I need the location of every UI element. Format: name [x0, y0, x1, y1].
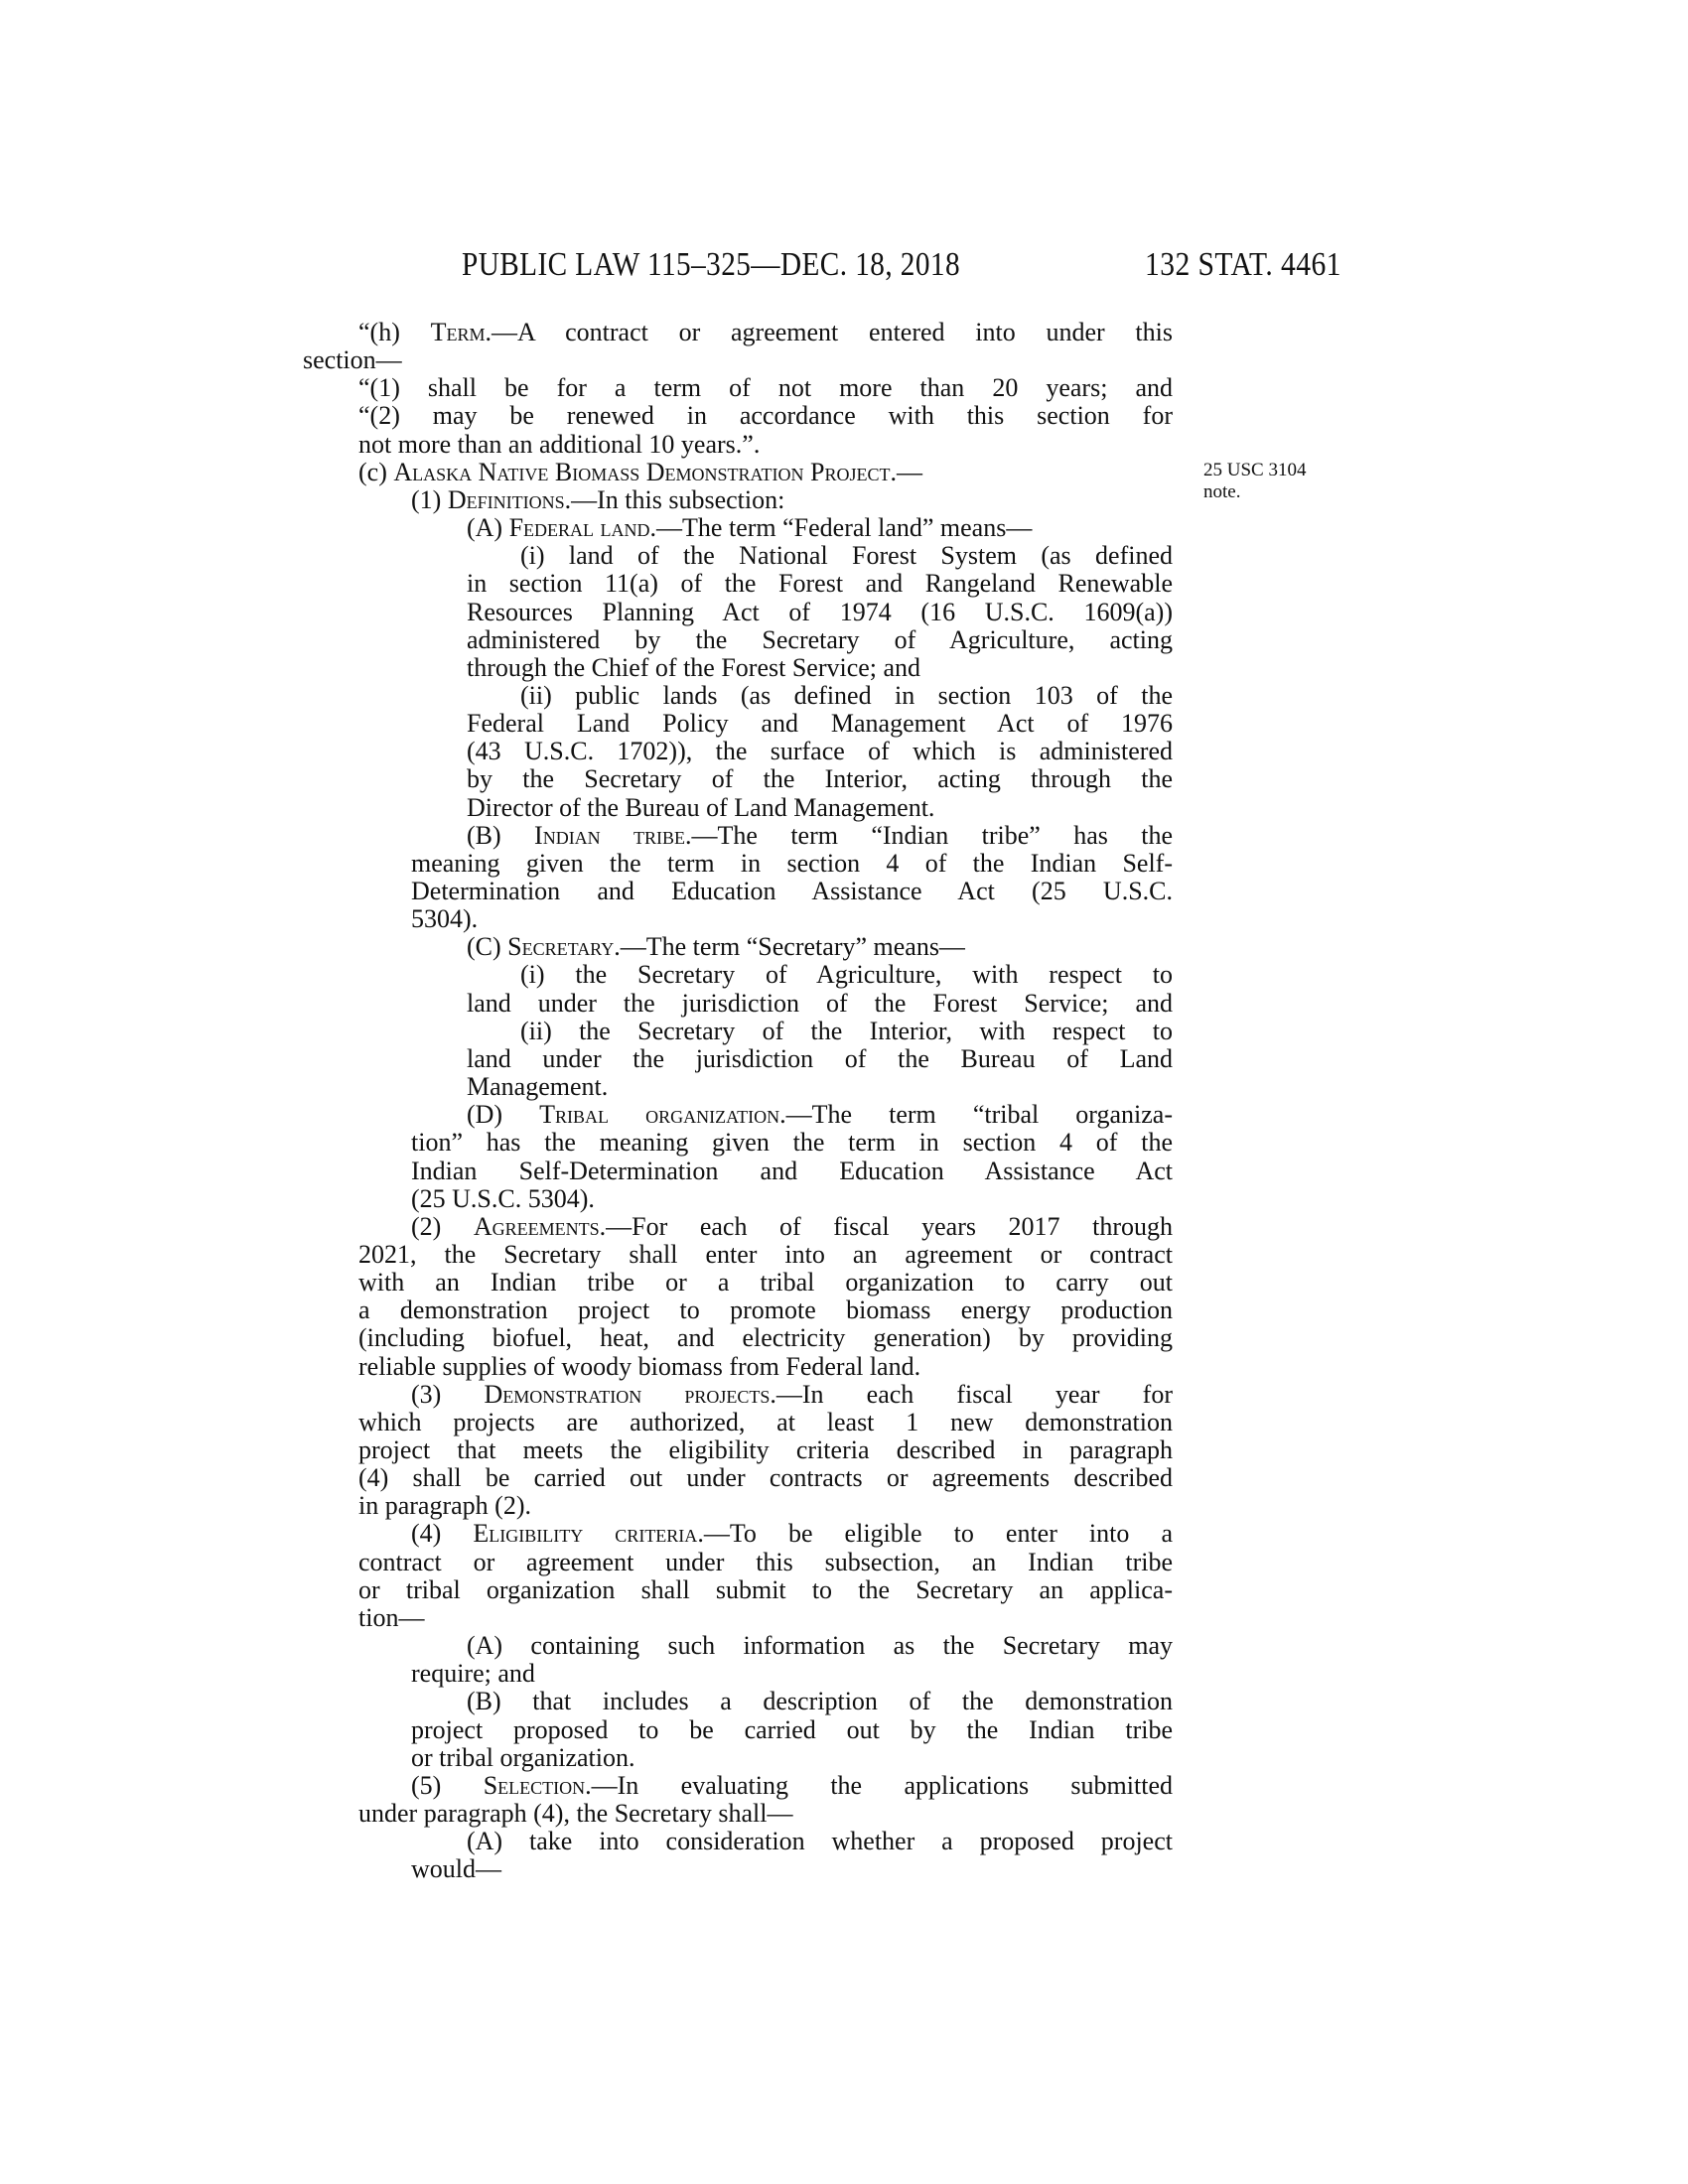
- margin-note: [1203, 460, 1306, 503]
- text-line: [411, 1185, 1173, 1213]
- text-line: [467, 626, 1173, 654]
- line-text: Determination and Education Assistance Act (25 U.S.C.: [411, 878, 1173, 905]
- line-text: project that meets the eligibility criteria described in paragraph: [358, 1436, 1173, 1464]
- text-line: [411, 1772, 1173, 1800]
- text-line: [467, 1828, 1173, 1855]
- line-text: with an Indian tribe or a tribal organization to carry out: [358, 1269, 1173, 1297]
- line-text: Resources Planning Act of 1974 (16 U.S.C. 1609(a)): [467, 598, 1173, 626]
- line-text: 5304).: [411, 904, 479, 934]
- text-line: [520, 542, 1173, 570]
- line-text: .—In this subsection:: [564, 484, 785, 514]
- line-text: (B): [467, 821, 535, 850]
- text-line: [411, 850, 1173, 878]
- section-heading: Term: [430, 319, 486, 346]
- line-text: .—: [890, 457, 923, 486]
- line-text: under paragraph (4), the Secretary shall—: [358, 1798, 793, 1828]
- section-heading: Eligibility criteria: [473, 1520, 698, 1549]
- line-text: (3): [411, 1380, 485, 1409]
- text-line: [467, 514, 1173, 542]
- section-heading: Tribal organization: [539, 1101, 780, 1130]
- text-line: [467, 710, 1173, 738]
- line-text: (25 U.S.C. 5304).: [411, 1183, 595, 1213]
- text-line: [358, 1353, 1173, 1381]
- text-line: [411, 486, 1173, 514]
- line-text: section—: [303, 345, 402, 375]
- line-text: (43 U.S.C. 1702)), the surface of which is administered: [467, 738, 1173, 766]
- line-text: .—For each of fiscal years 2017 through: [599, 1212, 1173, 1241]
- text-line: [411, 1855, 1173, 1883]
- line-text: land under the jurisdiction of the Forest Service; and: [467, 989, 1173, 1018]
- text-line: [411, 1716, 1173, 1744]
- text-line: [467, 599, 1173, 626]
- text-line: [358, 1604, 1173, 1632]
- text-line: [467, 738, 1173, 765]
- line-text: in section 11(a) of the Forest and Rangeland Renewable: [467, 570, 1173, 599]
- margin-note-label: note.: [1203, 481, 1241, 502]
- line-text: Director of the Bureau of Land Management.: [467, 792, 935, 822]
- line-text: (4): [411, 1520, 474, 1549]
- line-text: (c): [358, 457, 394, 486]
- line-text: a demonstration project to promote biomass energy production: [358, 1297, 1173, 1325]
- text-line: [358, 431, 1173, 459]
- line-text: reliable supplies of woody biomass from Federal land.: [358, 1351, 921, 1381]
- line-text: (ii) public lands (as defined in section 103 of the: [520, 681, 1173, 710]
- text-line: [411, 878, 1173, 905]
- line-text: meaning given the term in section 4 of the Indian Self-: [411, 849, 1173, 878]
- text-line: [411, 1213, 1173, 1241]
- text-line: [411, 1158, 1173, 1185]
- running-header-title: PUBLIC LAW 115–325—DEC. 18, 2018: [462, 246, 961, 283]
- line-text: (i) land of the National Forest System (as defined: [520, 542, 1173, 571]
- page-number: 132 STAT. 4461: [1145, 246, 1341, 283]
- text-line: [358, 459, 1173, 486]
- line-text: contract or agreement under this subsection, an Indian tribe: [358, 1548, 1173, 1576]
- line-text: (2): [411, 1212, 474, 1241]
- text-line: [467, 654, 1173, 682]
- line-text: Federal Land Policy and Management Act of 1976: [467, 710, 1173, 739]
- text-line: [411, 1520, 1173, 1548]
- text-line: [520, 682, 1173, 710]
- text-line: [358, 1269, 1173, 1297]
- line-text: .—A contract or agreement entered into under this: [485, 319, 1173, 346]
- line-text: (ii) the Secretary of the Interior, with respect to: [520, 1017, 1173, 1045]
- section-heading: Secretary: [507, 932, 615, 962]
- text-line: [467, 1101, 1173, 1129]
- text-line: [358, 1409, 1173, 1436]
- line-text: .—In each fiscal year for: [770, 1380, 1173, 1409]
- line-text: (A): [467, 513, 509, 543]
- line-text: (i) the Secretary of Agriculture, with respect to: [520, 961, 1173, 990]
- text-line: [411, 1660, 1173, 1688]
- text-line: [358, 1464, 1173, 1492]
- section-heading: Alaska Native Biomass Demonstration Project: [393, 457, 891, 486]
- text-line: [467, 1045, 1173, 1073]
- line-text: .—The term “Secretary” means—: [614, 932, 965, 962]
- line-text: would—: [411, 1854, 501, 1884]
- text-line: [467, 1688, 1173, 1715]
- text-line: [520, 1018, 1173, 1045]
- line-text: tion—: [358, 1602, 425, 1632]
- line-text: (A) take into consideration whether a proposed project: [467, 1828, 1173, 1856]
- line-text: (including biofuel, heat, and electricity generation) by providing: [358, 1324, 1173, 1353]
- line-text: Indian Self-Determination and Education Assistance Act: [411, 1157, 1173, 1185]
- line-text: by the Secretary of the Interior, acting through the: [467, 765, 1173, 794]
- line-text: or tribal organization.: [411, 1742, 635, 1772]
- section-heading: Definitions: [447, 484, 565, 514]
- text-line: [303, 346, 1173, 374]
- text-line: [358, 1492, 1173, 1520]
- text-line: [358, 1549, 1173, 1576]
- line-text: (D): [467, 1101, 540, 1130]
- line-text: “(1) shall be for a term of not more than 20 years; and: [358, 374, 1173, 403]
- text-line: [467, 933, 1173, 961]
- line-text: administered by the Secretary of Agriculture, acting: [467, 625, 1173, 654]
- line-text: through the Chief of the Forest Service; and: [467, 652, 921, 682]
- text-line: [358, 1324, 1173, 1352]
- line-text: (A) containing such information as the Secretary may: [467, 1632, 1173, 1661]
- line-text: .—The term “tribal organiza-: [779, 1101, 1173, 1130]
- line-text: in paragraph (2).: [358, 1491, 531, 1521]
- line-text: .—The term “Indian tribe” has the: [685, 821, 1173, 850]
- line-text: require; and: [411, 1659, 535, 1689]
- text-line: [358, 1241, 1173, 1269]
- line-text: “(h): [358, 319, 431, 346]
- line-text: 2021, the Secretary shall enter into an agreement or contract: [358, 1240, 1173, 1269]
- line-text: not more than an additional 10 years.”.: [358, 429, 761, 459]
- line-text: or tribal organization shall submit to the Secretary an applica-: [358, 1575, 1173, 1604]
- line-text: which projects are authorized, at least 1 new demonstration: [358, 1408, 1173, 1436]
- text-line: [411, 1381, 1173, 1409]
- text-line: [411, 1744, 1173, 1772]
- text-line: [467, 794, 1173, 822]
- section-heading: Selection: [483, 1771, 586, 1800]
- text-line: [411, 1129, 1173, 1157]
- text-line: [467, 1632, 1173, 1660]
- text-line: [358, 402, 1173, 430]
- text-line: [358, 374, 1173, 402]
- line-text: .—In evaluating the applications submitted: [585, 1771, 1173, 1800]
- line-text: (1): [411, 484, 448, 514]
- text-line: [358, 1297, 1173, 1324]
- line-text: tion” has the meaning given the term in section 4 of the: [411, 1129, 1173, 1158]
- text-line: [411, 905, 1173, 933]
- section-heading: Indian tribe: [534, 821, 686, 850]
- line-text: (B) that includes a description of the demonstration: [467, 1688, 1173, 1716]
- line-text: project proposed to be carried out by the Indian tribe: [411, 1715, 1173, 1744]
- line-text: .—The term “Federal land” means—: [649, 513, 1033, 543]
- line-text: (5): [411, 1771, 484, 1800]
- line-text: (C): [467, 932, 508, 962]
- line-text: (4) shall be carried out under contracts or agreements described: [358, 1464, 1173, 1493]
- line-text: Management.: [467, 1072, 609, 1102]
- section-heading: Agreements: [473, 1212, 600, 1241]
- margin-note-citation: 25 USC 3104: [1203, 460, 1307, 480]
- text-line: [467, 990, 1173, 1018]
- text-line: [467, 1073, 1173, 1101]
- section-heading: Demonstration projects: [484, 1380, 771, 1409]
- text-line: [358, 319, 1173, 346]
- section-heading: Federal land: [508, 513, 650, 543]
- text-line: [358, 1436, 1173, 1464]
- text-line: [358, 1800, 1173, 1828]
- text-line: [358, 1576, 1173, 1604]
- line-text: “(2) may be renewed in accordance with this section for: [358, 402, 1173, 431]
- text-line: [467, 822, 1173, 850]
- line-text: land under the jurisdiction of the Bureau of Land: [467, 1044, 1173, 1073]
- text-line: [467, 570, 1173, 598]
- line-text: .—To be eligible to enter into a: [697, 1520, 1173, 1549]
- text-line: [467, 765, 1173, 793]
- text-line: [520, 961, 1173, 989]
